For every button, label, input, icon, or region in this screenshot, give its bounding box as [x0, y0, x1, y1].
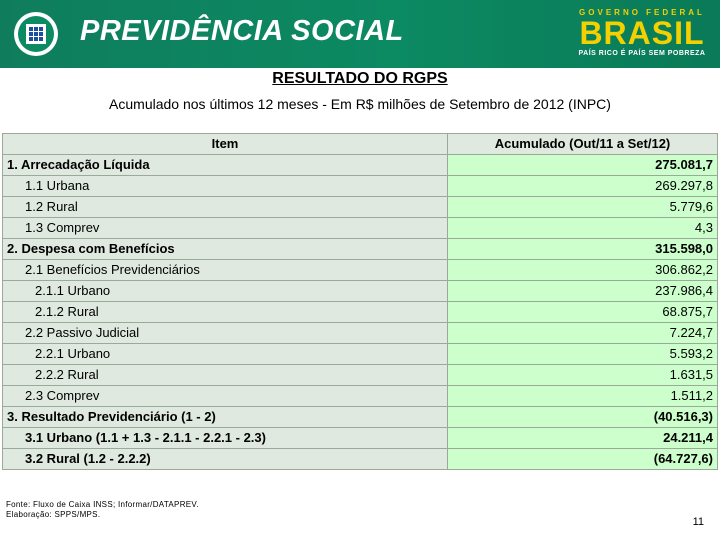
table-row	[3, 197, 718, 218]
header-banner	[0, 0, 720, 68]
row-value: 24.211,4	[448, 428, 718, 449]
row-value: (40.516,3)	[448, 407, 718, 428]
table-header-row	[3, 134, 718, 155]
table-row	[3, 407, 718, 428]
page-subtitle: Acumulado nos últimos 12 meses - Em R$ milhões de Setembro de 2012 (INPC)	[109, 96, 611, 112]
row-value: 5.779,6	[448, 197, 718, 218]
row-value: 315.598,0	[448, 239, 718, 260]
row-value: 269.297,8	[448, 176, 718, 197]
row-label: 2.2 Passivo Judicial	[3, 323, 448, 344]
row-label: 3.2 Rural (1.2 - 2.2.2)	[3, 449, 448, 470]
row-value: 1.511,2	[448, 386, 718, 407]
column-header-value: Acumulado (Out/11 a Set/12)	[448, 134, 718, 155]
row-value: (64.727,6)	[448, 449, 718, 470]
row-value: 68.875,7	[448, 302, 718, 323]
row-label: 3.1 Urbano (1.1 + 1.3 - 2.1.1 - 2.2.1 - 2.3)	[3, 428, 448, 449]
table-row	[3, 155, 718, 176]
credit-note: Elaboração: SPPS/MPS.	[6, 510, 101, 519]
row-label: 2.1 Benefícios Previdenciários	[3, 260, 448, 281]
row-value: 275.081,7	[448, 155, 718, 176]
table-row	[3, 239, 718, 260]
brand-word: BRASIL	[579, 15, 705, 51]
page-number: 11	[692, 516, 704, 528]
column-header-item: Item	[3, 134, 448, 155]
row-label: 1.2 Rural	[3, 197, 448, 218]
table-row	[3, 260, 718, 281]
table-row	[3, 449, 718, 470]
row-value: 1.631,5	[448, 365, 718, 386]
row-value: 306.862,2	[448, 260, 718, 281]
previdencia-logo-icon	[12, 10, 60, 58]
row-value: 5.593,2	[448, 344, 718, 365]
page-title	[0, 70, 720, 88]
rgps-table	[2, 133, 718, 470]
row-label: 3. Resultado Previdenciário (1 - 2)	[3, 407, 448, 428]
table-row	[3, 365, 718, 386]
row-label: 2.1.2 Rural	[3, 302, 448, 323]
table-row	[3, 281, 718, 302]
row-label: 1.1 Urbana	[3, 176, 448, 197]
table-row	[3, 344, 718, 365]
row-label: 1. Arrecadação Líquida	[3, 155, 448, 176]
row-label: 1.3 Comprev	[3, 218, 448, 239]
table-row	[3, 218, 718, 239]
brasil-logo	[572, 8, 712, 60]
brand-top-text: GOVERNO FEDERAL	[579, 8, 705, 17]
page-title-text: RESULTADO DO RGPS	[272, 70, 448, 87]
table-row	[3, 386, 718, 407]
row-label: 2.2.1 Urbano	[3, 344, 448, 365]
row-label: 2.3 Comprev	[3, 386, 448, 407]
row-value: 4,3	[448, 218, 718, 239]
table-row	[3, 176, 718, 197]
row-label: 2.2.2 Rural	[3, 365, 448, 386]
header-title: PREVIDÊNCIA SOCIAL	[80, 15, 404, 47]
table-row	[3, 302, 718, 323]
table-row	[3, 428, 718, 449]
row-label: 2.1.1 Urbano	[3, 281, 448, 302]
footer-note	[6, 500, 199, 520]
row-value: 237.986,4	[448, 281, 718, 302]
brand-slogan: PAÍS RICO É PAÍS SEM POBREZA	[578, 50, 706, 57]
row-value: 7.224,7	[448, 323, 718, 344]
table-row	[3, 323, 718, 344]
row-label: 2. Despesa com Benefícios	[3, 239, 448, 260]
source-note: Fonte: Fluxo de Caixa INSS; Informar/DATAPREV.	[6, 500, 199, 509]
